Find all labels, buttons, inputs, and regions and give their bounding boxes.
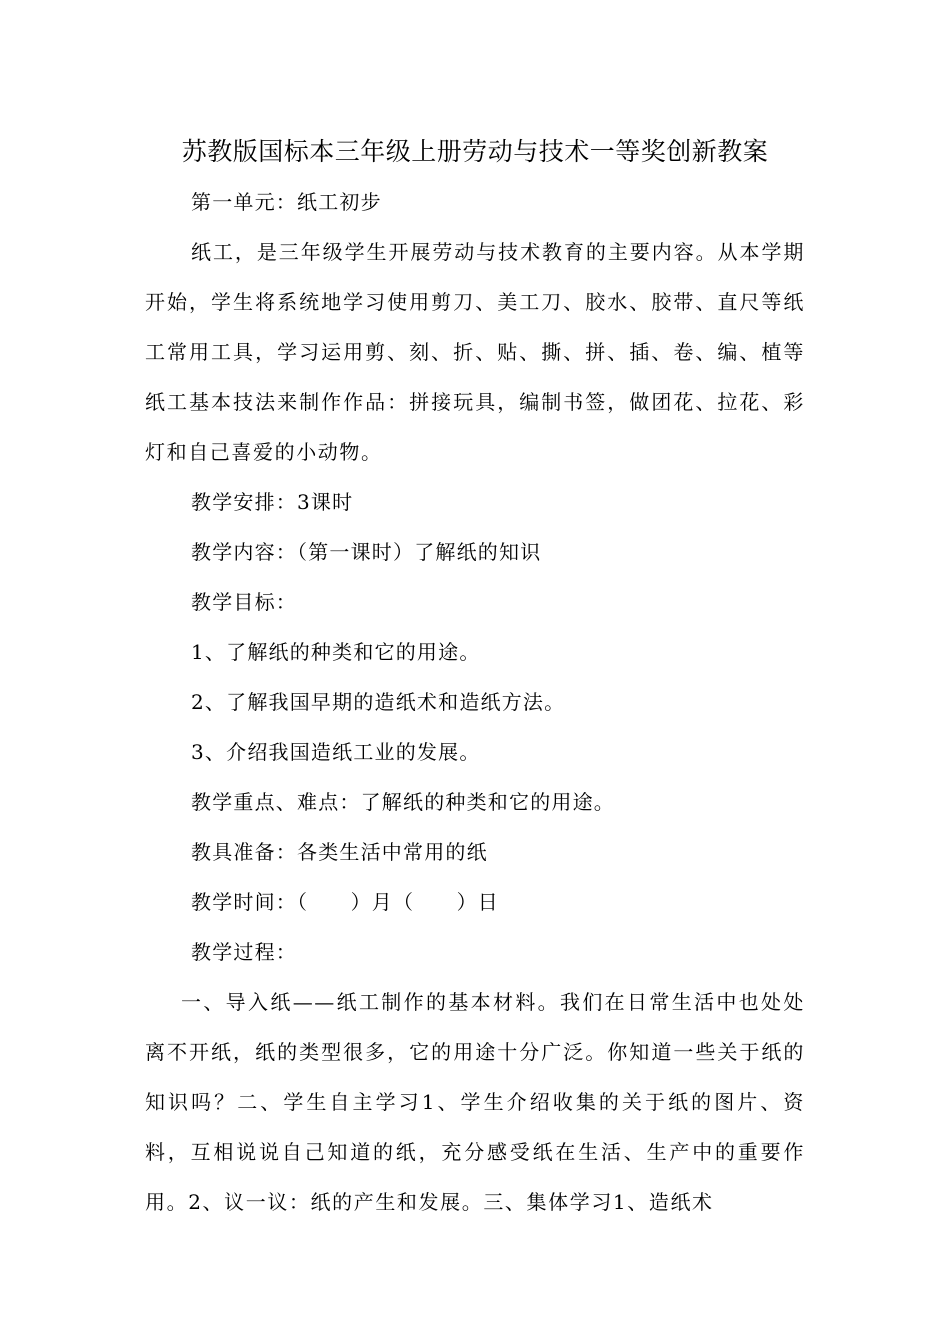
document-body — [145, 177, 805, 1227]
unit-heading: 第一单元：纸工初步 — [191, 190, 382, 214]
goal-item: 1、了解纸的种类和它的用途。 — [191, 640, 481, 664]
process-heading: 教学过程： — [191, 940, 297, 964]
document-title: 苏教版国标本三年级上册劳动与技术一等奖创新教案 — [181, 137, 769, 166]
content-line: 教学内容：（第一课时）了解纸的知识 — [191, 540, 542, 564]
intro-paragraph: 纸工，是三年级学生开展劳动与技术教育的主要内容。从本学期开始，学生将系统地学习使用剪刀、美工刀、胶水、胶带、直尺等纸工常用工具，学习运用剪、刻、折、贴、撕、拼、插、卷、编、植等纸工基本技法来制作作品：拼接玩具，编制书签，做团花、拉花、彩灯和自己喜爱的小动物。 — [145, 240, 805, 464]
key-points-line: 教学重点、难点：了解纸的种类和它的用途。 — [191, 790, 615, 814]
process-paragraph: 一、导入纸——纸工制作的基本材料。我们在日常生活中也处处离不开纸，纸的类型很多，它的用途十分广泛。你知道一些关于纸的知识吗？二、学生自主学习1、学生介绍收集的关于纸的图片、资料，互相说说自己知道的纸，充分感受纸在生活、生产中的重要作用。2、议一议：纸的产生和发展。三、集体学习1、造纸术 — [145, 990, 805, 1214]
goal-item: 2、了解我国早期的造纸术和造纸方法。 — [191, 690, 566, 714]
time-line: 教学时间：（ ）月（ ）日 — [191, 890, 499, 914]
schedule-line: 教学安排：3课时 — [191, 490, 354, 514]
materials-line: 教具准备：各类生活中常用的纸 — [191, 840, 488, 864]
goal-item: 3、介绍我国造纸工业的发展。 — [191, 740, 481, 764]
goals-heading: 教学目标： — [191, 590, 297, 614]
